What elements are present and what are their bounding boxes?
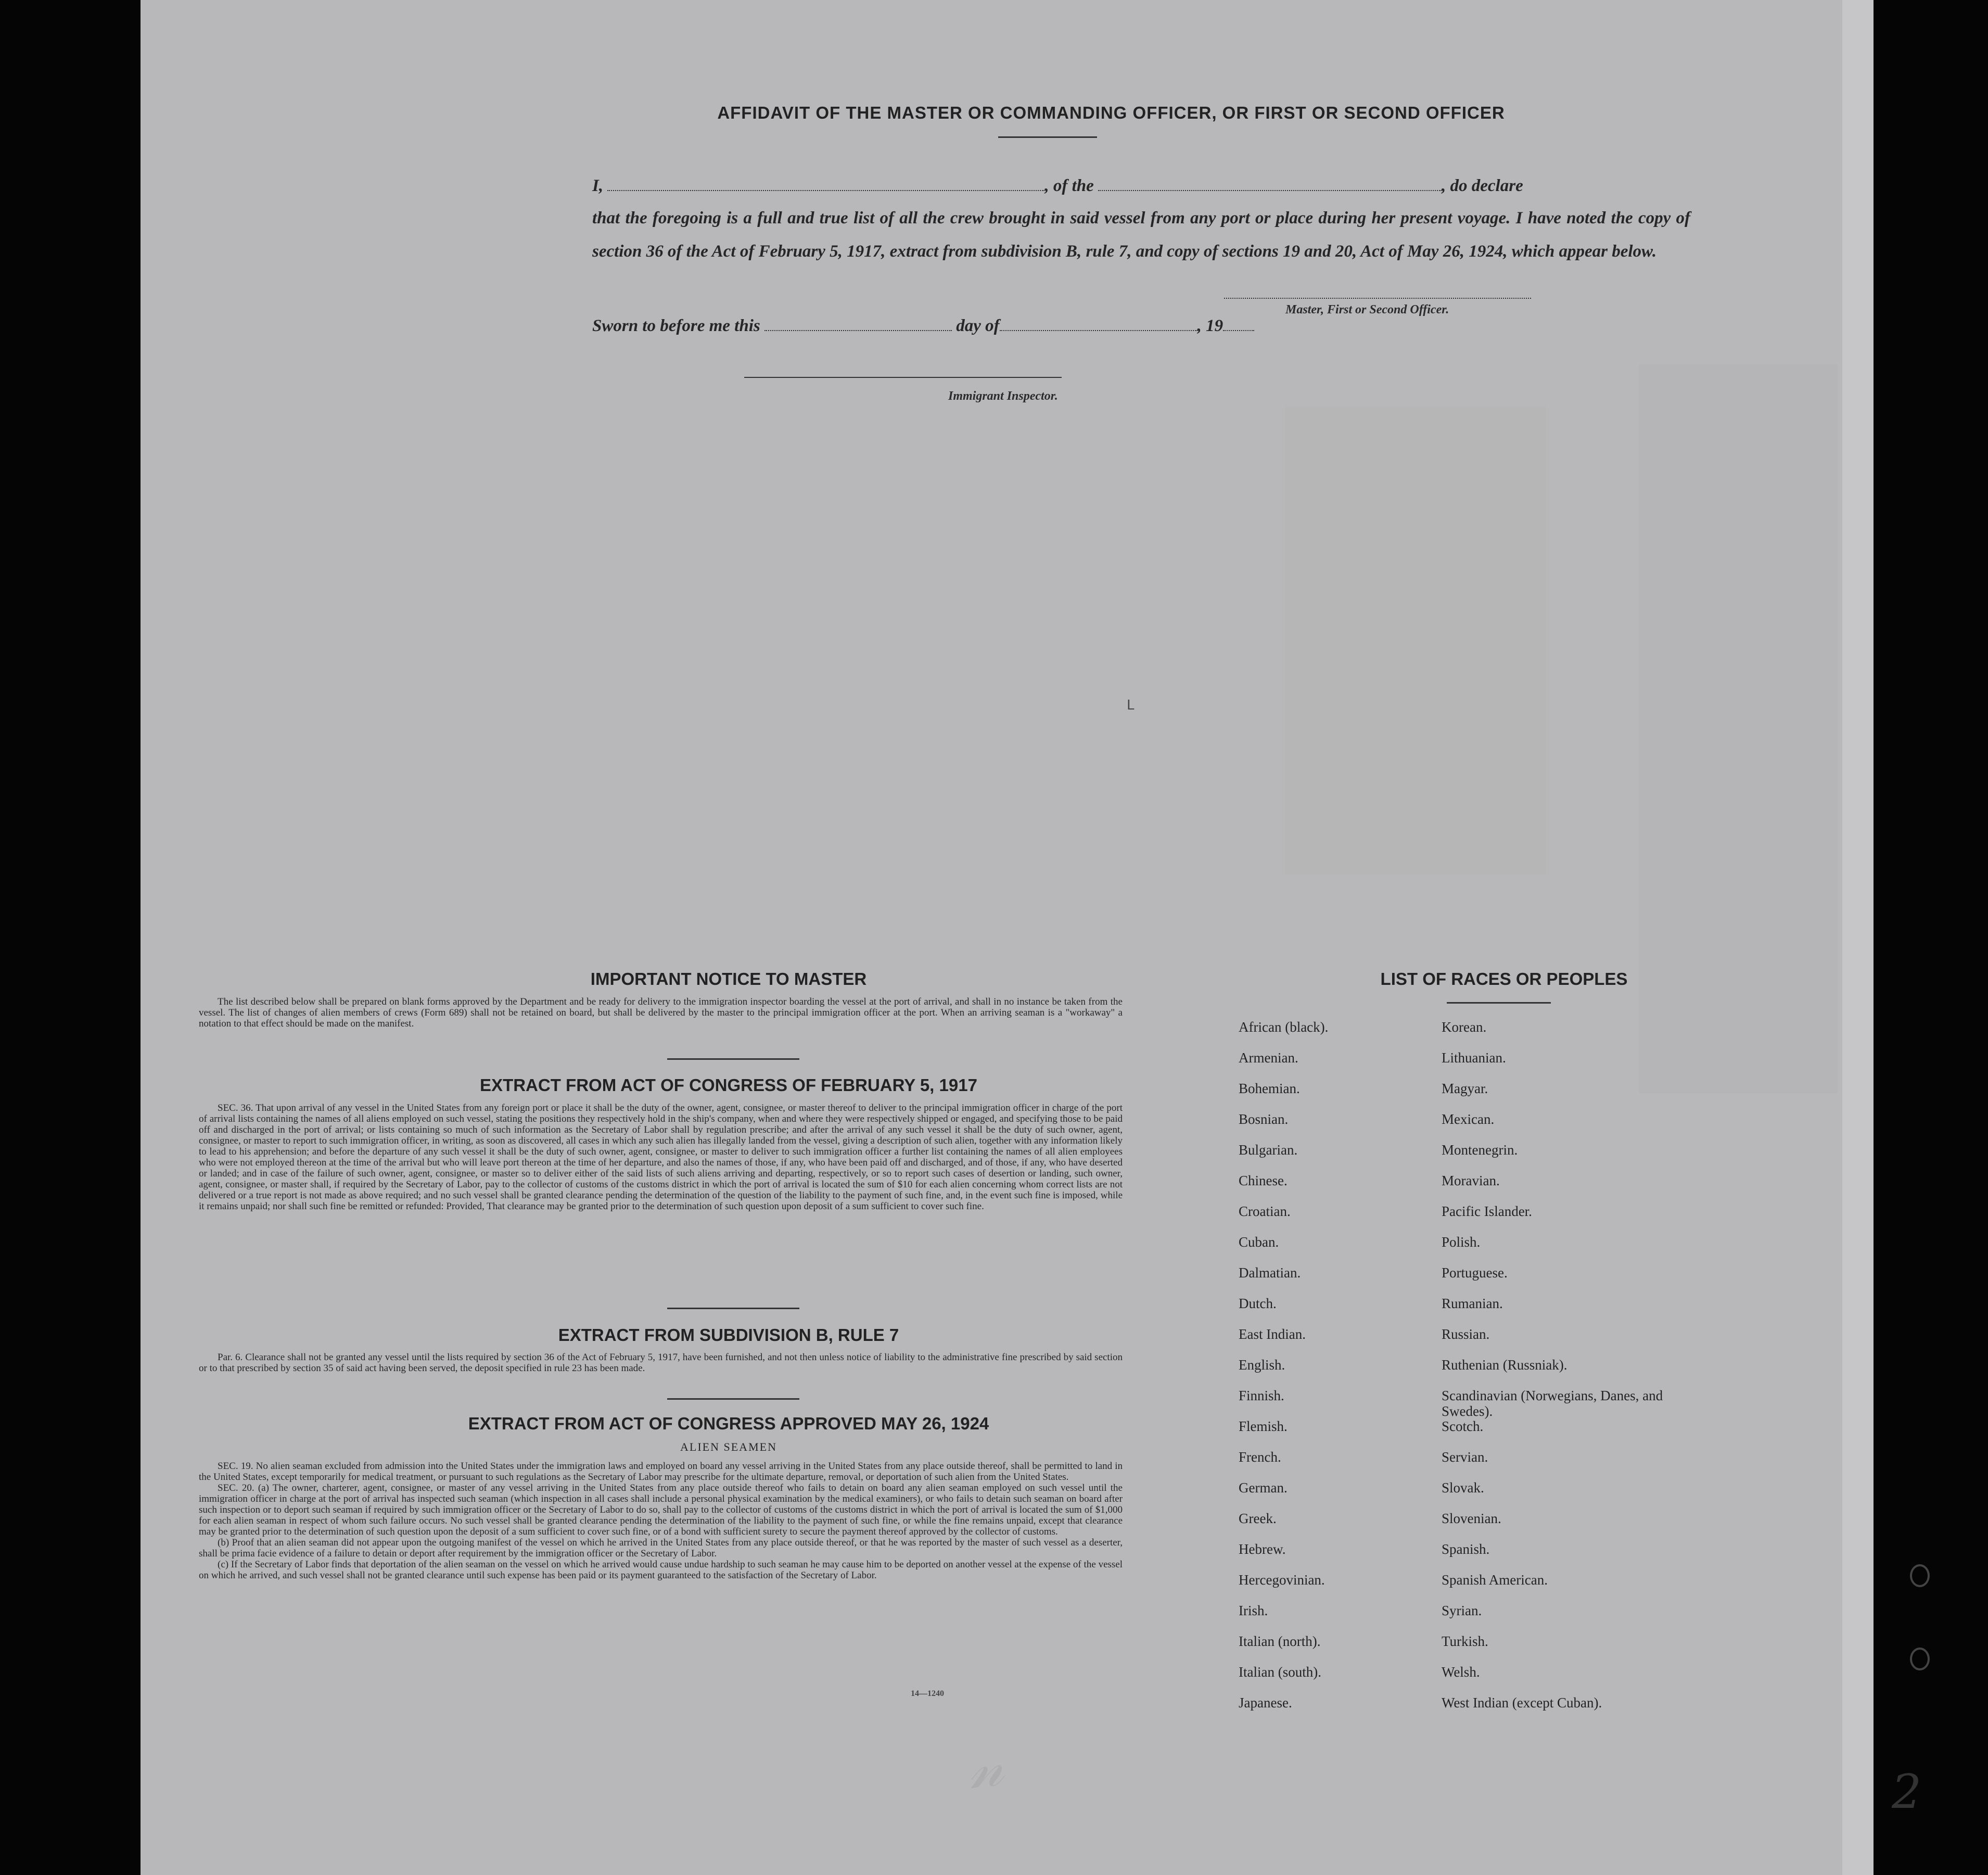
section-20a-paragraph: SEC. 20. (a) The owner, charterer, agent, consignee, or master of any vessel arriving in the United States from any place outside thereof who fails to detain on board any alien seaman employed on such vessel until the immigration officer in charge at the port of arrival has inspected such seaman (which inspection in all cases shall include a personal physical examination by the medical examiners), or who fails to detain such seaman on board after such inspection or to deport such seaman if required by such immigration officer or the Secretary of Labor to do so, shall pay to the collector of customs of the customs district in which the port of arrival is located the sum of $1,000 for each alien seaman in respect of whom such failure occurs. No such vessel shall be granted clearance pending the determination of the liability to the payment of such fine, or while the fine remains unpaid, except that clearance may be granted prior to the determination of such question upon the deposit of a sum sufficient to cover such fine, or of a bond with sufficient surety to secure the payment thereof approved by the collector of customs. bbox=[199, 1483, 1123, 1537]
race-item: English. bbox=[1239, 1357, 1285, 1373]
race-item: Syrian. bbox=[1442, 1603, 1482, 1618]
race-item: Magyar. bbox=[1442, 1081, 1488, 1096]
race-item: Scotch. bbox=[1442, 1418, 1484, 1434]
race-item: Chinese. bbox=[1239, 1173, 1288, 1188]
year-blank[interactable] bbox=[1223, 316, 1254, 331]
notice-divider bbox=[667, 1058, 799, 1060]
race-item: Servian. bbox=[1442, 1449, 1488, 1465]
faint-signature: 𝓃 bbox=[964, 1731, 1007, 1802]
rule7-text bbox=[199, 1352, 1123, 1374]
extract-1924-text bbox=[199, 1461, 1123, 1581]
race-item: Italian (north). bbox=[1239, 1633, 1321, 1649]
race-item: German. bbox=[1239, 1480, 1288, 1496]
extract-1917-divider bbox=[667, 1308, 799, 1309]
of-the-label: , of the bbox=[1044, 176, 1094, 195]
race-item: Mexican. bbox=[1442, 1111, 1495, 1127]
day-of-label: day of bbox=[956, 316, 1000, 335]
section-19-paragraph: SEC. 19. No alien seaman excluded from admission into the United States under the immigration laws and employed on board any vessel arriving in the United States from any place outside thereof, shall be permitted to land in the United States, except temporarily for medical treatment, or pursuant to such regulations as the Secretary of Labor may prescribe for the ultimate departure, removal, or deportation of such alien from the United States. bbox=[199, 1461, 1123, 1483]
race-item: Polish. bbox=[1442, 1234, 1481, 1250]
punch-hole-open bbox=[1910, 1564, 1930, 1587]
race-item: Italian (south). bbox=[1239, 1664, 1321, 1680]
stray-mark: ᒪ bbox=[1127, 698, 1135, 713]
do-declare-label: , do declare bbox=[1442, 176, 1523, 195]
punch-hole-open bbox=[1910, 1648, 1930, 1670]
race-item: Lithuanian. bbox=[1442, 1050, 1506, 1066]
race-item: Slovak. bbox=[1442, 1480, 1484, 1496]
race-item: Flemish. bbox=[1239, 1418, 1288, 1434]
race-item: Cuban. bbox=[1239, 1234, 1279, 1250]
title-divider bbox=[998, 136, 1097, 138]
extract-1917-title: EXTRACT FROM ACT OF CONGRESS OF FEBRUARY 5, 1917 bbox=[480, 1075, 977, 1095]
notice-paragraph: The list described below shall be prepared on blank forms approved by the Department and be ready for delivery to the immigration inspector boarding the vessel at the port of arrival, and shall in no instance be taken from the vessel. The list of changes of alien members of crews (Form 689) shall not be retained on board, but shall be delivered by the master to the principal immigration officer at the port. When an arriving seaman is a "workaway" a notation to that effect should be made on the manifest. bbox=[199, 996, 1123, 1029]
section-36-paragraph: SEC. 36. That upon arrival of any vessel in the United States from any foreign port or place it shall be the duty of the owner, agent, consignee, or master thereof to deliver to the principal immigration officer in charge of the port of arrival lists containing the names of all aliens employed on such vessel, stating the positions they respectively hold in the ship's company, when and where they were respectively shipped or engaged, and specifying those to be paid off and discharged in the port of arrival; or lists containing so much of such information as the Secretary of Labor shall by regulation prescribe; and after the arrival of any such vessel it shall be the duty of such owner, agent, consignee, or master to report to such immigration officer, in writing, as soon as discovered, all cases in which any such alien has illegally landed from the vessel, giving a description of such alien, together with any information likely to lead to his apprehension; and before the departure of any such vessel it shall be the duty of such owner, agent, consignee, or master to deliver to such immigration officer a further list containing the names of all alien employees who were not employed thereon at the time of the arrival but who will leave port thereon at the time of her departure, and also the names of those, if any, who have been paid off and discharged, and of those, if any, who have deserted or landed; and in case of the failure of such owner, agent, consignee, or master so to deliver either of the said lists of such aliens arriving and departing, respectively, or so to report such cases of desertion or landing, such owner, agent, consignee, or master shall, if required by the Secretary of Labor, pay to the collector of customs of the customs district in which the port of arrival is located the sum of $10 for each alien concerning whom correct lists are not delivered or a true report is not made as above required; and no such vessel shall be granted clearance pending the determination of the question of the liability to the payment of such fine, and, in the event such fine is imposed, while it remains unpaid; nor shall such fine be remitted or refunded: Provided, That clearance may be granted prior to the determination of such question upon deposit of a sum sufficient to cover such fine. bbox=[199, 1103, 1123, 1212]
race-item: Armenian. bbox=[1239, 1050, 1298, 1066]
inspector-signature-line[interactable] bbox=[744, 377, 1062, 378]
rule7-divider bbox=[667, 1398, 799, 1400]
race-item: Turkish. bbox=[1442, 1633, 1488, 1649]
declaration-text: that the foregoing is a full and true list of all the crew brought in said vessel from any port or place during her present voyage. I have noted the copy of section 36 of the Act of February 5, 1917, extract from subdivision B, rule 7, and copy of sections 19 and 20, Act of May 26, 1924, which appear below. bbox=[592, 209, 1690, 261]
race-item: Japanese. bbox=[1239, 1695, 1292, 1711]
race-item: Russian. bbox=[1442, 1326, 1490, 1342]
i-label: I, bbox=[592, 176, 604, 195]
races-right-column bbox=[1442, 1019, 1691, 1726]
race-item: Bohemian. bbox=[1239, 1081, 1300, 1096]
race-item: Pacific Islander. bbox=[1442, 1203, 1532, 1219]
race-item: Korean. bbox=[1442, 1019, 1487, 1035]
punch-hole bbox=[1909, 242, 1931, 263]
race-item: Croatian. bbox=[1239, 1203, 1291, 1219]
race-item: French. bbox=[1239, 1449, 1281, 1465]
section-20c-paragraph: (c) If the Secretary of Labor finds that deportation of the alien seaman on the vessel on which he arrived would cause undue hardship to such seaman he may cause him to be deported on another vessel at the expense of the vessel on which he arrived, and such vessel shall not be granted clearance until such expense has been paid or its payment guaranteed to the satisfaction of the Secretary of Labor. bbox=[199, 1559, 1123, 1581]
inspector-caption: Immigrant Inspector. bbox=[948, 389, 1058, 403]
race-item: Portuguese. bbox=[1442, 1265, 1508, 1281]
race-item: Welsh. bbox=[1442, 1664, 1480, 1680]
race-item: Hercegovinian. bbox=[1239, 1572, 1325, 1588]
declaration-block bbox=[592, 169, 1690, 268]
section-20b-paragraph: (b) Proof that an alien seaman did not appear upon the outgoing manifest of the vessel on which he arrived in the United States from any place outside thereof, or that he was reported by the master of such vessel as a deserter, shall be prima facie evidence of a failure to detain or deport after requirement by the immigration officer or the Secretary of Labor. bbox=[199, 1537, 1123, 1559]
race-item: African (black). bbox=[1239, 1019, 1329, 1035]
day-blank[interactable] bbox=[764, 316, 952, 331]
race-item: Montenegrin. bbox=[1442, 1142, 1518, 1158]
declaration-first-line bbox=[592, 169, 1690, 202]
vessel-blank[interactable] bbox=[1098, 176, 1442, 191]
extract-1917-text bbox=[199, 1103, 1123, 1212]
punch-hole bbox=[1909, 1291, 1931, 1313]
race-item: Dalmatian. bbox=[1239, 1265, 1301, 1281]
race-item: Spanish American. bbox=[1442, 1572, 1548, 1588]
master-caption: Master, First or Second Officer. bbox=[1285, 303, 1449, 316]
punch-hole bbox=[1909, 1207, 1931, 1228]
master-signature-line[interactable] bbox=[1224, 298, 1531, 299]
rule7-title: EXTRACT FROM SUBDIVISION B, RULE 7 bbox=[558, 1325, 899, 1345]
race-item: Bosnian. bbox=[1239, 1111, 1289, 1127]
race-item: Irish. bbox=[1239, 1603, 1268, 1618]
race-item: Dutch. bbox=[1239, 1296, 1277, 1311]
races-divider bbox=[1447, 1002, 1551, 1004]
form-number: 14—1240 bbox=[911, 1689, 944, 1698]
punch-hole bbox=[1909, 603, 1931, 625]
notice-text bbox=[199, 996, 1123, 1029]
race-item: Ruthenian (Russniak). bbox=[1442, 1357, 1568, 1373]
extract-1924-title: EXTRACT FROM ACT OF CONGRESS APPROVED MAY 26, 1924 bbox=[468, 1414, 989, 1433]
document-page bbox=[141, 0, 1922, 1875]
page-number-mark: 2 bbox=[1892, 1765, 1922, 1819]
alien-seamen-subtitle: ALIEN SEAMEN bbox=[680, 1440, 777, 1453]
notice-title: IMPORTANT NOTICE TO MASTER bbox=[590, 969, 867, 989]
race-item: Spanish. bbox=[1442, 1541, 1490, 1557]
page-edge bbox=[1842, 0, 1874, 1875]
rule7-paragraph: Par. 6. Clearance shall not be granted any vessel until the lists required by section 36 of the Act of February 5, 1917, have been furnished, and not then unless notice of liability to the administrative fine prescribed by said section or to that prescribed by section 35 of said act having been served, the deposit specified in rule 23 has been made. bbox=[199, 1352, 1123, 1374]
race-item: Rumanian. bbox=[1442, 1296, 1503, 1311]
sworn-line bbox=[592, 316, 1254, 336]
race-item: Bulgarian. bbox=[1239, 1142, 1298, 1158]
month-blank[interactable] bbox=[1000, 316, 1197, 331]
affidavit-title: AFFIDAVIT OF THE MASTER OR COMMANDING OFFICER, OR FIRST OR SECOND OFFICER bbox=[717, 103, 1505, 122]
races-left-column bbox=[1239, 1019, 1410, 1726]
punch-hole bbox=[1909, 327, 1931, 349]
race-item: Scandinavian (Norwegians, Danes, and Swedes). bbox=[1442, 1388, 1663, 1419]
race-item: West Indian (except Cuban). bbox=[1442, 1695, 1602, 1711]
year-prefix: , 19 bbox=[1197, 316, 1224, 335]
race-item: Finnish. bbox=[1239, 1388, 1284, 1403]
race-item: Slovenian. bbox=[1442, 1511, 1501, 1526]
sworn-label: Sworn to before me this bbox=[592, 316, 760, 335]
name-blank[interactable] bbox=[607, 176, 1044, 191]
race-item: Moravian. bbox=[1442, 1173, 1500, 1188]
races-title: LIST OF RACES OR PEOPLES bbox=[1380, 969, 1628, 989]
race-item: Hebrew. bbox=[1239, 1541, 1286, 1557]
race-item: Greek. bbox=[1239, 1511, 1277, 1526]
punch-hole bbox=[1909, 688, 1931, 710]
race-item: East Indian. bbox=[1239, 1326, 1306, 1342]
bleed-through-shadow bbox=[1285, 406, 1546, 875]
